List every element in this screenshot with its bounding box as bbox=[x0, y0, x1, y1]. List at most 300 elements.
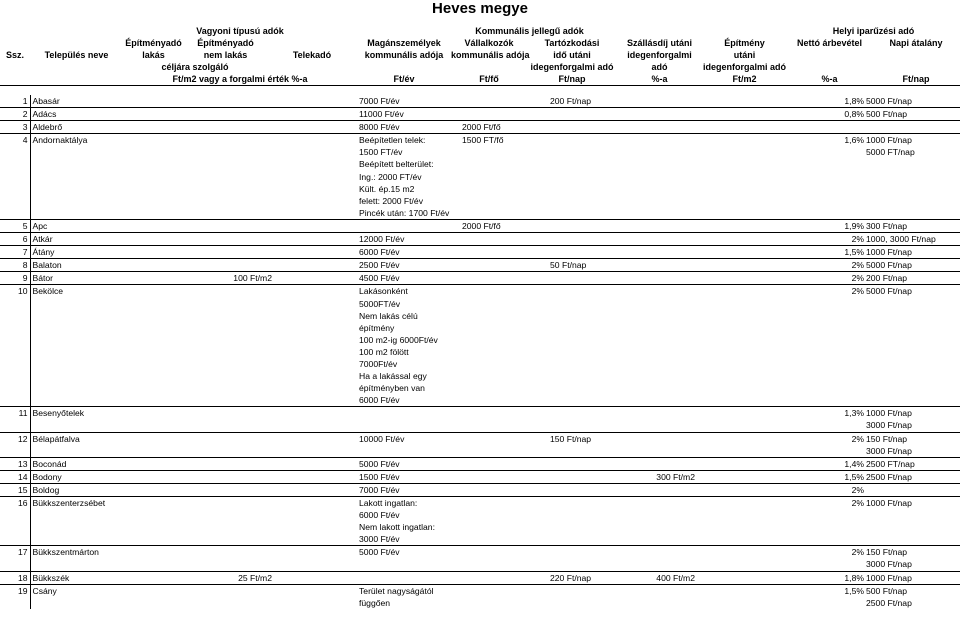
row-number: 3 bbox=[0, 121, 30, 134]
cell-epitmeny bbox=[696, 108, 786, 121]
cell-epitmeny bbox=[696, 597, 786, 609]
unit-ftm2: Ft/m2 vagy a forgalmi érték %-a bbox=[123, 73, 357, 86]
cell-telekado bbox=[273, 483, 358, 496]
cell-nem-lakas bbox=[190, 483, 273, 496]
table-row bbox=[0, 298, 960, 310]
cell-lakas bbox=[129, 158, 190, 170]
header-ido-utani: idő utáni bbox=[553, 50, 591, 60]
cell-szallasdij bbox=[631, 219, 696, 232]
cell-szallasdij bbox=[631, 246, 696, 259]
cell-szallasdij bbox=[631, 259, 696, 272]
settlement-name: Atkár bbox=[30, 233, 129, 246]
cell-telekado bbox=[273, 334, 358, 346]
cell-tartozkodasi bbox=[549, 171, 631, 183]
cell-netto bbox=[786, 533, 865, 546]
settlement-name bbox=[30, 207, 129, 220]
cell-napi: 2500 FT/nap bbox=[865, 457, 960, 470]
cell-tartozkodasi bbox=[549, 158, 631, 170]
cell-tartozkodasi: 220 Ft/nap bbox=[549, 571, 631, 584]
settlement-name: Aldebrő bbox=[30, 121, 129, 134]
settlement-name bbox=[30, 322, 129, 334]
cell-napi: 1000 Ft/nap bbox=[865, 571, 960, 584]
cell-telekado bbox=[273, 419, 358, 432]
cell-napi: 5000 Ft/nap bbox=[865, 259, 960, 272]
row-number: 2 bbox=[0, 108, 30, 121]
row-number: 15 bbox=[0, 483, 30, 496]
cell-vall-kommunalis bbox=[461, 285, 549, 298]
cell-telekado bbox=[273, 322, 358, 334]
header-telepules: Település neve bbox=[44, 50, 109, 60]
cell-netto bbox=[786, 597, 865, 609]
cell-szallasdij bbox=[631, 546, 696, 559]
table-row bbox=[0, 285, 960, 298]
row-number: 9 bbox=[0, 272, 30, 285]
cell-tartozkodasi bbox=[549, 183, 631, 195]
settlement-name: Bükkszenterzsébet bbox=[30, 497, 129, 510]
table-row bbox=[0, 346, 960, 358]
cell-nem-lakas bbox=[190, 533, 273, 546]
cell-telekado bbox=[273, 470, 358, 483]
cell-epitmeny bbox=[696, 134, 786, 147]
cell-szallasdij bbox=[631, 597, 696, 609]
cell-magan-kommunalis: 7000 Ft/év bbox=[358, 95, 461, 108]
cell-napi bbox=[865, 171, 960, 183]
table-row bbox=[0, 571, 960, 584]
cell-nem-lakas bbox=[190, 134, 273, 147]
table-row bbox=[0, 432, 960, 445]
cell-vall-kommunalis bbox=[461, 334, 549, 346]
cell-nem-lakas bbox=[190, 146, 273, 158]
table-row bbox=[0, 158, 960, 170]
table-row bbox=[0, 382, 960, 394]
cell-napi: 5000 Ft/nap bbox=[866, 286, 912, 297]
cell-magan-kommunalis bbox=[358, 219, 461, 232]
cell-napi bbox=[865, 483, 960, 496]
cell-nem-lakas bbox=[190, 108, 273, 121]
settlement-name: Bátor bbox=[30, 272, 129, 285]
row-number: 6 bbox=[0, 233, 30, 246]
settlement-name: Andornaktálya bbox=[30, 134, 129, 147]
row-number: 4 bbox=[22, 135, 28, 146]
cell-lakas bbox=[129, 546, 190, 559]
cell-netto: 2% bbox=[786, 259, 865, 272]
cell-tartozkodasi bbox=[549, 370, 631, 382]
cell-tartozkodasi bbox=[549, 470, 631, 483]
row-number bbox=[0, 322, 30, 334]
cell-szallasdij bbox=[631, 358, 696, 370]
row-number: 14 bbox=[0, 470, 30, 483]
cell-magan-kommunalis: Nem lakás célú bbox=[359, 310, 418, 321]
cell-magan-kommunalis: 100 m2-ig 6000Ft/év bbox=[359, 334, 438, 345]
cell-tartozkodasi bbox=[549, 394, 631, 407]
settlement-name bbox=[30, 509, 129, 521]
row-number: 5 bbox=[0, 219, 30, 232]
row-number: 13 bbox=[0, 457, 30, 470]
cell-napi bbox=[865, 207, 960, 220]
settlement-name: Besenyőtelek bbox=[30, 407, 129, 420]
settlement-name bbox=[30, 558, 129, 571]
cell-tartozkodasi bbox=[549, 134, 631, 147]
cell-telekado bbox=[273, 497, 358, 510]
unit-ftev: Ft/év bbox=[357, 73, 451, 86]
row-number: 7 bbox=[0, 246, 30, 259]
unit-ftfo: Ft/fő bbox=[451, 73, 527, 86]
cell-magan-kommunalis: Beépített belterület: bbox=[359, 159, 434, 170]
cell-telekado bbox=[273, 445, 358, 458]
table-row bbox=[0, 233, 960, 246]
page-title: Heves megye bbox=[432, 0, 528, 17]
cell-szallasdij bbox=[631, 272, 696, 285]
cell-napi: 3000 Ft/nap bbox=[865, 419, 960, 432]
cell-epitmeny bbox=[696, 219, 786, 232]
row-number bbox=[0, 310, 30, 322]
cell-vall-kommunalis bbox=[461, 246, 549, 259]
table-row bbox=[0, 546, 960, 559]
row-number bbox=[0, 207, 30, 220]
cell-netto bbox=[786, 382, 865, 394]
row-number bbox=[0, 334, 30, 346]
row-number: 12 bbox=[17, 433, 28, 444]
cell-netto bbox=[786, 121, 865, 134]
cell-tartozkodasi bbox=[549, 272, 631, 285]
settlement-name bbox=[30, 334, 129, 346]
cell-telekado bbox=[273, 533, 358, 546]
cell-magan-kommunalis: 6000 Ft/év bbox=[358, 246, 461, 259]
cell-netto bbox=[786, 370, 865, 382]
cell-epitmeny bbox=[696, 370, 786, 382]
cell-nem-lakas bbox=[190, 310, 273, 322]
cell-netto bbox=[786, 183, 865, 195]
settlement-name bbox=[30, 298, 129, 310]
cell-szallasdij bbox=[631, 195, 696, 207]
cell-nem-lakas bbox=[190, 558, 273, 571]
cell-epitmeny bbox=[696, 419, 786, 432]
cell-napi bbox=[865, 121, 960, 134]
cell-szallasdij bbox=[631, 121, 696, 134]
cell-napi: 150 Ft/nap bbox=[866, 433, 908, 444]
settlement-name bbox=[30, 310, 129, 322]
settlement-name bbox=[30, 521, 129, 533]
cell-netto: 1,5% bbox=[786, 470, 865, 483]
cell-tartozkodasi bbox=[549, 146, 631, 158]
cell-telekado bbox=[273, 207, 358, 220]
table-row bbox=[0, 445, 960, 458]
cell-tartozkodasi bbox=[549, 497, 631, 510]
cell-lakas bbox=[129, 195, 190, 207]
cell-vall-kommunalis bbox=[461, 382, 549, 394]
cell-epitmeny bbox=[696, 358, 786, 370]
row-number bbox=[0, 171, 30, 183]
cell-magan-kommunalis: 4500 Ft/év bbox=[358, 272, 461, 285]
cell-epitmeny bbox=[696, 497, 786, 510]
cell-epitmeny bbox=[696, 334, 786, 346]
header-kommunalis: Kommunális jellegű adók bbox=[475, 26, 584, 36]
cell-nem-lakas bbox=[190, 171, 273, 183]
cell-nem-lakas bbox=[190, 457, 273, 470]
cell-tartozkodasi bbox=[549, 233, 631, 246]
table-row bbox=[0, 272, 960, 285]
cell-netto: 2% bbox=[851, 547, 864, 558]
header-vall-kommunalis: kommunális adója bbox=[451, 50, 530, 60]
cell-telekado bbox=[273, 95, 358, 108]
row-number bbox=[0, 382, 30, 394]
cell-szallasdij bbox=[631, 394, 696, 407]
cell-szallasdij bbox=[631, 108, 696, 121]
settlement-name: Balaton bbox=[30, 259, 129, 272]
cell-nem-lakas bbox=[190, 183, 273, 195]
header-epitmenyado-1: Építményadó bbox=[125, 38, 182, 48]
cell-netto bbox=[786, 346, 865, 358]
cell-szallasdij: 300 Ft/m2 bbox=[631, 470, 696, 483]
cell-nem-lakas: 100 Ft/m2 bbox=[190, 272, 273, 285]
header-maganszemelyek: Magánszemélyek bbox=[367, 38, 441, 48]
cell-napi bbox=[865, 358, 960, 370]
cell-napi: 1000 Ft/nap bbox=[865, 246, 960, 259]
header-vallalkozok: Vállalkozók bbox=[464, 38, 514, 48]
cell-vall-kommunalis bbox=[461, 298, 549, 310]
cell-magan-kommunalis: Pincék után: 1700 Ft/év bbox=[358, 207, 461, 220]
cell-vall-kommunalis bbox=[461, 310, 549, 322]
cell-epitmeny bbox=[696, 571, 786, 584]
cell-szallasdij bbox=[631, 146, 696, 158]
cell-szallasdij bbox=[631, 407, 696, 420]
header-ssz: Ssz. bbox=[5, 50, 24, 60]
cell-napi bbox=[865, 322, 960, 334]
cell-magan-kommunalis: 12000 Ft/év bbox=[358, 233, 461, 246]
row-number bbox=[0, 146, 30, 158]
header-napi: Napi átalány bbox=[889, 38, 943, 48]
cell-vall-kommunalis bbox=[461, 95, 549, 108]
cell-tartozkodasi bbox=[549, 445, 631, 458]
cell-lakas bbox=[129, 219, 190, 232]
table-row bbox=[0, 171, 960, 183]
cell-nem-lakas bbox=[190, 470, 273, 483]
cell-napi: 1000 Ft/nap bbox=[866, 408, 912, 419]
cell-magan-kommunalis bbox=[358, 558, 461, 571]
table-row bbox=[0, 509, 960, 521]
cell-nem-lakas bbox=[190, 207, 273, 220]
cell-magan-kommunalis: 5000FT/év bbox=[359, 298, 401, 309]
table-row bbox=[0, 358, 960, 370]
settlement-name bbox=[30, 533, 129, 546]
cell-lakas bbox=[129, 121, 190, 134]
cell-telekado bbox=[273, 571, 358, 584]
cell-magan-kommunalis: építmény bbox=[359, 322, 395, 333]
cell-magan-kommunalis: felett: 2000 Ft/év bbox=[359, 195, 424, 206]
cell-epitmeny bbox=[696, 470, 786, 483]
cell-szallasdij bbox=[631, 95, 696, 108]
cell-napi bbox=[865, 346, 960, 358]
cell-nem-lakas bbox=[190, 584, 273, 597]
settlement-name: Adács bbox=[30, 108, 129, 121]
table-row bbox=[0, 584, 960, 597]
table-row bbox=[0, 483, 960, 496]
cell-lakas bbox=[129, 382, 190, 394]
cell-telekado bbox=[273, 509, 358, 521]
cell-szallasdij bbox=[631, 370, 696, 382]
cell-tartozkodasi bbox=[549, 533, 631, 546]
header-vagyoni: Vagyoni típusú adók bbox=[196, 26, 284, 36]
cell-tartozkodasi bbox=[549, 285, 631, 298]
cell-epitmeny bbox=[696, 246, 786, 259]
cell-epitmeny bbox=[696, 310, 786, 322]
header-netto: Nettó árbevétel bbox=[797, 38, 863, 48]
cell-nem-lakas bbox=[190, 407, 273, 420]
cell-netto bbox=[786, 358, 865, 370]
cell-szallasdij bbox=[631, 382, 696, 394]
cell-napi: 1000, 3000 Ft/nap bbox=[865, 233, 960, 246]
cell-tartozkodasi bbox=[549, 334, 631, 346]
cell-vall-kommunalis bbox=[461, 558, 549, 571]
cell-nem-lakas bbox=[190, 358, 273, 370]
cell-napi: 1000 Ft/nap bbox=[866, 498, 912, 508]
cell-nem-lakas bbox=[190, 195, 273, 207]
table-row bbox=[0, 407, 960, 420]
cell-lakas bbox=[129, 233, 190, 246]
row-number bbox=[0, 521, 30, 533]
cell-epitmeny bbox=[696, 432, 786, 445]
cell-lakas bbox=[129, 285, 190, 298]
settlement-name bbox=[30, 370, 129, 382]
cell-napi: 300 Ft/nap bbox=[865, 219, 960, 232]
cell-netto bbox=[786, 322, 865, 334]
table-row bbox=[0, 95, 960, 108]
cell-szallasdij bbox=[631, 445, 696, 458]
row-number bbox=[0, 158, 30, 170]
cell-epitmeny bbox=[696, 457, 786, 470]
cell-epitmeny bbox=[696, 233, 786, 246]
cell-lakas bbox=[129, 207, 190, 220]
row-number bbox=[0, 419, 30, 432]
cell-magan-kommunalis: 10000 Ft/év bbox=[359, 433, 405, 444]
cell-napi: 2500 Ft/nap bbox=[866, 597, 912, 608]
cell-epitmeny bbox=[696, 322, 786, 334]
cell-szallasdij: 400 Ft/m2 bbox=[631, 571, 696, 584]
cell-epitmeny bbox=[696, 183, 786, 195]
cell-lakas bbox=[129, 497, 190, 510]
cell-lakas bbox=[129, 370, 190, 382]
cell-netto: 1,5% bbox=[786, 246, 865, 259]
cell-lakas bbox=[129, 134, 190, 147]
settlement-name bbox=[30, 183, 129, 195]
cell-magan-kommunalis: 6000 Ft/év bbox=[359, 510, 400, 521]
cell-tartozkodasi bbox=[549, 298, 631, 310]
cell-vall-kommunalis: 1500 FT/fő bbox=[462, 135, 504, 146]
cell-szallasdij bbox=[631, 322, 696, 334]
cell-lakas bbox=[129, 533, 190, 546]
cell-napi bbox=[865, 370, 960, 382]
cell-magan-kommunalis: 3000 Ft/év bbox=[358, 533, 461, 546]
cell-netto bbox=[786, 558, 865, 571]
cell-lakas bbox=[129, 432, 190, 445]
cell-tartozkodasi bbox=[549, 509, 631, 521]
cell-szallasdij bbox=[631, 483, 696, 496]
table-row bbox=[0, 497, 960, 510]
cell-szallasdij bbox=[631, 158, 696, 170]
cell-telekado bbox=[273, 394, 358, 407]
header-tart-idegenforgalmi: idegenforgalmi adó bbox=[530, 62, 614, 72]
settlement-name bbox=[30, 171, 129, 183]
cell-epitmeny bbox=[696, 394, 786, 407]
cell-telekado bbox=[273, 272, 358, 285]
cell-szallasdij bbox=[631, 533, 696, 546]
table-row bbox=[0, 597, 960, 609]
row-number: 17 bbox=[17, 547, 28, 558]
cell-netto: 1,4% bbox=[786, 457, 865, 470]
cell-netto: 1,5% bbox=[844, 585, 864, 596]
row-number: 19 bbox=[17, 585, 28, 596]
cell-nem-lakas bbox=[190, 419, 273, 432]
cell-tartozkodasi bbox=[549, 407, 631, 420]
cell-epitmeny bbox=[696, 584, 786, 597]
cell-lakas bbox=[129, 419, 190, 432]
cell-vall-kommunalis bbox=[461, 584, 549, 597]
cell-epitmeny bbox=[696, 95, 786, 108]
settlement-name: Átány bbox=[30, 246, 129, 259]
cell-nem-lakas bbox=[190, 432, 273, 445]
cell-epitmeny bbox=[696, 558, 786, 571]
cell-napi: 3000 Ft/nap bbox=[865, 445, 960, 458]
header-nem-lakas: nem lakás bbox=[203, 50, 248, 60]
cell-magan-kommunalis: 7000 Ft/év bbox=[358, 483, 461, 496]
cell-nem-lakas bbox=[190, 382, 273, 394]
cell-magan-kommunalis: Nem lakott ingatlan: bbox=[359, 522, 435, 533]
cell-napi: 1000 Ft/nap bbox=[866, 135, 912, 146]
cell-vall-kommunalis bbox=[461, 521, 549, 533]
cell-szallasdij bbox=[631, 285, 696, 298]
cell-telekado bbox=[273, 259, 358, 272]
cell-tartozkodasi: 150 Ft/nap bbox=[550, 433, 592, 444]
settlement-name: Bükkszék bbox=[30, 571, 129, 584]
unit-ftm2-b: Ft/m2 bbox=[702, 73, 787, 86]
table-row bbox=[0, 183, 960, 195]
cell-epitmeny bbox=[696, 171, 786, 183]
cell-netto bbox=[786, 394, 865, 407]
cell-lakas bbox=[129, 483, 190, 496]
cell-nem-lakas bbox=[190, 509, 273, 521]
cell-szallasdij bbox=[631, 497, 696, 510]
cell-lakas bbox=[129, 334, 190, 346]
cell-netto bbox=[786, 509, 865, 521]
cell-lakas bbox=[129, 259, 190, 272]
cell-tartozkodasi bbox=[549, 207, 631, 220]
table-row bbox=[0, 134, 960, 147]
settlement-name bbox=[30, 158, 129, 170]
cell-nem-lakas bbox=[190, 259, 273, 272]
cell-tartozkodasi bbox=[549, 108, 631, 121]
table-row bbox=[0, 533, 960, 546]
cell-magan-kommunalis: építményben van bbox=[359, 383, 425, 394]
cell-vall-kommunalis bbox=[461, 483, 549, 496]
cell-tartozkodasi bbox=[549, 195, 631, 207]
cell-netto: 2% bbox=[786, 483, 865, 496]
header-ado: adó bbox=[651, 62, 668, 72]
row-number bbox=[0, 558, 30, 571]
cell-napi: 500 Ft/nap bbox=[866, 585, 908, 596]
cell-epitmeny bbox=[696, 285, 786, 298]
cell-nem-lakas bbox=[190, 497, 273, 510]
cell-epitmeny bbox=[696, 521, 786, 533]
cell-vall-kommunalis bbox=[461, 346, 549, 358]
settlement-name bbox=[30, 394, 129, 407]
header-telekado: Telekadó bbox=[292, 50, 332, 60]
settlement-name: Bükkszentmárton bbox=[30, 546, 129, 559]
cell-vall-kommunalis bbox=[461, 207, 549, 220]
cell-netto: 1,8% bbox=[786, 571, 865, 584]
cell-tartozkodasi bbox=[549, 121, 631, 134]
cell-napi: 150 Ft/nap bbox=[866, 547, 908, 558]
cell-tartozkodasi bbox=[549, 419, 631, 432]
